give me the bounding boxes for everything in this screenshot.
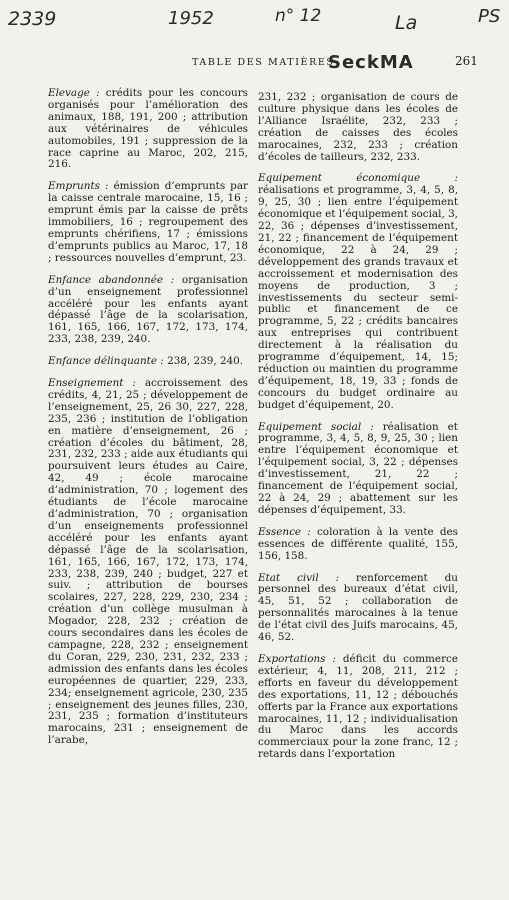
- entry-term: Emprunts :: [48, 180, 109, 193]
- index-entry-enfance-abandonnee: [48, 275, 248, 346]
- entry-text: réalisations et programme, 3, 4, 5, 8, 9, 25, 30 ; lien entre l’équipement économique et l’équipement social, 3, 22, 36 ; dépenses d’investissement, 21, 22 ; financement de l’équipement économique, 22 à 24, 29 ; développement des grands travaux et accroissement et modernisation des moyens de production, 3 ; investissements du secteur semi-public et financement de ce programme, 5, 22 ; crédits bancaires aux entreprises qui contribuent directement à la réalisation du programme d’équipement, 14, 15; réduction ou maintien du programme d’équipement, 18, 19, 33 ; fonds de concours du budget ordinaire au budget d’équipement, 20.: [258, 184, 458, 411]
- entry-text: renforcement du personnel des bureaux d’état civil, 45, 51, 52 ; collaboration de personnalités marocaines à la tenue de l’état civil des Juifs marocains, 45, 46, 52.: [258, 571, 458, 644]
- handwritten-note-issue: n° 12: [275, 6, 322, 26]
- handwritten-note-la: La: [395, 12, 418, 34]
- entry-text: réalisation et programme, 3, 4, 5, 8, 9, 25, 30 ; lien entre l’équipement économique et l’équipement social, 3, 22 ; dépenses d’investissement, 21, 22 ; financement de l’équipement social, 22 à 24, 29 ; abattement sur les dépenses d’équipement, 33.: [258, 420, 458, 516]
- handwritten-note-year: 1952: [168, 8, 214, 29]
- page-number: 261: [455, 54, 478, 68]
- index-entry-enseignement: [48, 378, 248, 747]
- entry-text: crédits pour les concours organisés pour l’amélioration des animaux, 188, 191, 200 ; attribution aux vétérinaires de véhicules automobiles, 191 ; suppression de la race caprine au Maroc, 202, 215, 216.: [48, 87, 248, 171]
- entry-term: Equipement économique :: [258, 172, 458, 185]
- index-entry-equipement-economique: [258, 173, 458, 411]
- entry-text: émission d’emprunts par la caisse centrale marocaine, 15, 16 ; emprunt émis par la caisse de prêts immobiliers, 16 ; regroupement des emprunts chérifiens, 17 ; émissions d’emprunts publics au Maroc, 17, 18 ; ressources nouvelles d’emprunt, 23.: [48, 180, 248, 264]
- entry-term: Etat civil :: [258, 571, 340, 584]
- entry-term: Enfance délinquante :: [48, 355, 164, 368]
- entry-term: Essence :: [258, 525, 311, 538]
- index-entry-etat-civil: [258, 573, 458, 644]
- handwritten-note-name: SeckMA: [328, 52, 414, 73]
- index-entry-continuation: [258, 92, 458, 163]
- index-entry-essence: [258, 527, 458, 563]
- entry-term: Exportations :: [258, 652, 336, 665]
- index-entry-exportations: [258, 654, 458, 761]
- entry-text: 231, 232 ; organisation de cours de culture physique dans les écoles de l’Alliance Israélite, 232, 233 ; création de caisses des écoles marocaines, 232, 233 ; création d’écoles de tailleurs, 232, 233.: [258, 91, 458, 163]
- entry-text: coloration à la vente des essences de différente qualité, 155, 156, 158.: [258, 525, 458, 562]
- entry-term: Elevage :: [48, 87, 100, 99]
- entry-term: Equipement social :: [258, 420, 374, 433]
- entry-text: 238, 239, 240.: [163, 355, 244, 368]
- running-head: TABLE DES MATIÈRES: [192, 57, 335, 68]
- index-entry-enfance-delinquante: [48, 356, 248, 368]
- index-entry-emprunts: [48, 181, 248, 264]
- handwritten-note-ps: PS: [478, 6, 501, 27]
- index-entry-elevage: [48, 88, 248, 171]
- entry-text: déficit du commerce extérieur, 4, 11, 208, 211, 212 ; efforts en faveur du développement des exportations, 11, 12 ; débouchés offerts par la France aux exportations marocaines, 11, 12 ; individualisation du Maroc dans les accords commerciaux pour la zone franc, 12 ; retards dans l’exportation: [258, 652, 458, 761]
- entry-text: organisation d’un enseignement professionnel accéléré pour les enfants ayant dépassé l’âge de la scolarisation, 161, 165, 166, 167, 172, 173, 174, 233, 238, 239, 240.: [48, 273, 248, 346]
- right-column: [258, 92, 458, 771]
- handwritten-note-number: 2339: [8, 8, 57, 30]
- index-entry-equipement-social: [258, 422, 458, 517]
- left-column: [48, 88, 248, 757]
- entry-text: accroissement des crédits, 4, 21, 25 ; développement de l’enseignement, 25, 26 30, 227, 228, 235, 236 ; institution de l’obligation en matière d’enseignement, 26 ; création d’écoles du bâtiment, 28, 231, 232, 233 ; aide aux étudiants qui poursuivent leurs études au Caire, 42, 49 ; école marocaine d’administration, 70 ; logement des étudiants de l’école marocaine d’administration, 70 ; organisation d’un enseignements professionnel accéléré pour les enfants ayant dépassé l’âge de la scolarisation, 161, 165, 166, 167, 172, 173, 174, 233, 238, 239, 240 ; budget, 227 et suiv. ; attribution de bourses scolaires, 227, 228, 229, 230, 234 ; création d’un collège musulman à Mogador, 228, 232 ; création de cours secondaires dans les écoles de campagne, 228, 232 ; enseignement du Coran, 229, 230, 231, 232, 233 ; admission des enfants dans les écoles européennes de quartier, 229, 233, 234; enseignement agricole, 230, 235 ; enseignement des jeunes filles, 230, 231, 235 ; formation d’instituteurs marocains, 231 ; enseignement de l’arabe,: [48, 377, 248, 747]
- entry-term: Enseignement :: [48, 377, 136, 390]
- entry-term: Enfance abandonnée :: [48, 273, 175, 286]
